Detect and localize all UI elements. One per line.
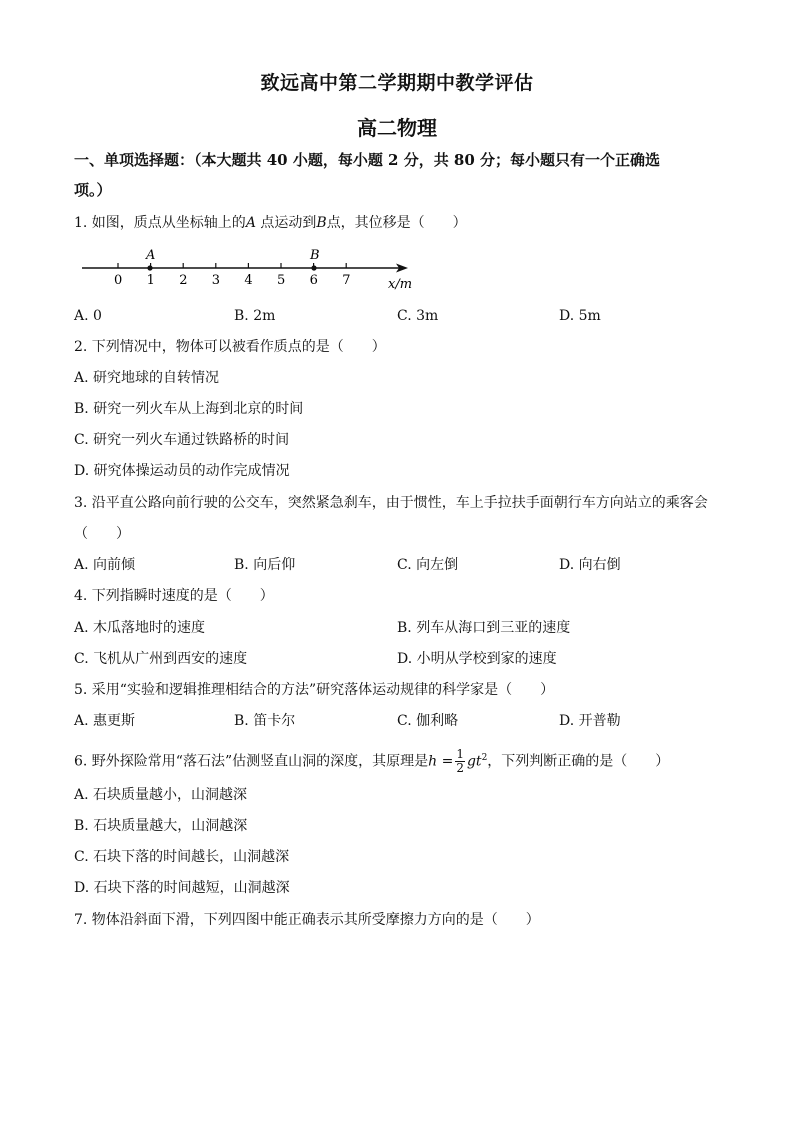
question-1-stem	[74, 214, 467, 232]
q1-stem-part-b: 点运动到	[255, 215, 317, 231]
axis-tick-label-7: 7	[342, 273, 351, 288]
q6-option-a[interactable]: A. 石块质量越小，山洞越深	[74, 787, 248, 803]
q5-option-c[interactable]: C. 伽利略	[397, 713, 459, 729]
axis-tick-label-5: 5	[277, 273, 286, 288]
question-7-stem: 7. 物体沿斜面下滑，下列四图中能正确表示其所受摩擦力方向的是（ ）	[74, 912, 540, 928]
axis-tick-label-1: 1	[146, 273, 155, 288]
q6-option-c[interactable]: C. 石块下落的时间越长，山洞越深	[74, 849, 290, 865]
question-3-stem-line1: 3. 沿平直公路向前行驶的公交车，突然紧急刹车，由于惯性，车上手拉扶手面朝行车方向站立的乘客会	[74, 495, 708, 511]
axis-tick-label-0: 0	[114, 273, 123, 288]
q1-var-b: B	[316, 215, 327, 231]
number-line-figure	[70, 244, 430, 292]
q6-formula-fraction	[455, 748, 465, 775]
q6-formula-denominator: 2	[456, 761, 464, 776]
q1-option-b[interactable]: B. 2m	[234, 308, 276, 324]
q3-option-b[interactable]: B. 向后仰	[234, 557, 296, 573]
q1-var-a: A	[245, 215, 256, 231]
q5-option-b[interactable]: B. 笛卡尔	[234, 713, 296, 729]
q2-option-b[interactable]: B. 研究一列火车从上海到北京的时间	[74, 401, 304, 417]
section-heading-line2: 项。）	[74, 181, 112, 199]
q4-option-b[interactable]: B. 列车从海口到三亚的速度	[397, 620, 571, 636]
q5-option-a[interactable]: A. 惠更斯	[74, 713, 136, 729]
q3-option-d[interactable]: D. 向右倒	[559, 557, 621, 573]
axis-unit-label: x/m	[388, 277, 413, 292]
q1-option-a[interactable]: A. 0	[74, 308, 102, 324]
q2-option-a[interactable]: A. 研究地球的自转情况	[74, 370, 220, 386]
q6-option-b[interactable]: B. 石块质量越大，山洞越深	[74, 818, 248, 834]
q3-option-c[interactable]: C. 向左倒	[397, 557, 459, 573]
q1-option-d[interactable]: D. 5m	[559, 308, 601, 324]
q6-formula-numerator: 1	[456, 747, 464, 762]
q5-option-d[interactable]: D. 开普勒	[559, 713, 621, 729]
point-b-label: B	[310, 248, 320, 263]
section-heading-line1: 一、单项选择题：（本大题共 40 小题，每小题 2 分，共 80 分；每小题只有一个正确选	[74, 151, 661, 169]
question-5-stem: 5. 采用“实验和逻辑推理相结合的方法”研究落体运动规律的科学家是（ ）	[74, 682, 555, 698]
q6-formula-exponent: 2	[481, 753, 488, 763]
question-2-stem: 2. 下列情况中，物体可以被看作质点的是（ ）	[74, 339, 386, 355]
axis-tick-label-6: 6	[309, 273, 318, 288]
q6-option-d[interactable]: D. 石块下落的时间越短，山洞越深	[74, 880, 290, 896]
question-6-stem	[74, 743, 669, 777]
point-a-label: A	[146, 248, 156, 263]
q4-option-c[interactable]: C. 飞机从广州到西安的速度	[74, 651, 248, 667]
q4-option-a[interactable]: A. 木瓜落地时的速度	[74, 620, 206, 636]
q6-stem-part-b: ，下列判断正确的是（ ）	[487, 753, 670, 770]
exam-subtitle: 高二物理	[357, 116, 437, 140]
q4-option-d[interactable]: D. 小明从学校到家的速度	[397, 651, 557, 667]
axis-tick-label-2: 2	[179, 273, 188, 288]
point-a-dot	[147, 265, 152, 270]
q6-formula-rhs: gt	[466, 753, 482, 770]
question-3-stem-line2: （ ）	[74, 526, 130, 542]
q1-stem-part-c: 点，其位移是（ ）	[326, 215, 467, 231]
q3-option-a[interactable]: A. 向前倾	[74, 557, 136, 573]
q1-option-c[interactable]: C. 3m	[397, 308, 439, 324]
axis-tick-label-4: 4	[244, 273, 253, 288]
q1-stem-part-a: 1. 如图，质点从坐标轴上的	[74, 215, 246, 231]
exam-title: 致远高中第二学期期中教学评估	[260, 72, 534, 94]
q2-option-d[interactable]: D. 研究体操运动员的动作完成情况	[74, 463, 290, 479]
q6-formula-lhs: h =	[428, 753, 454, 770]
q6-stem-part-a: 6. 野外探险常用“落石法”估测竖直山洞的深度，其原理是	[74, 753, 429, 770]
axis-tick-label-3: 3	[211, 273, 221, 288]
question-4-stem: 4. 下列指瞬时速度的是（ ）	[74, 588, 274, 604]
point-b-dot	[311, 265, 316, 270]
q2-option-c[interactable]: C. 研究一列火车通过铁路桥的时间	[74, 432, 290, 448]
